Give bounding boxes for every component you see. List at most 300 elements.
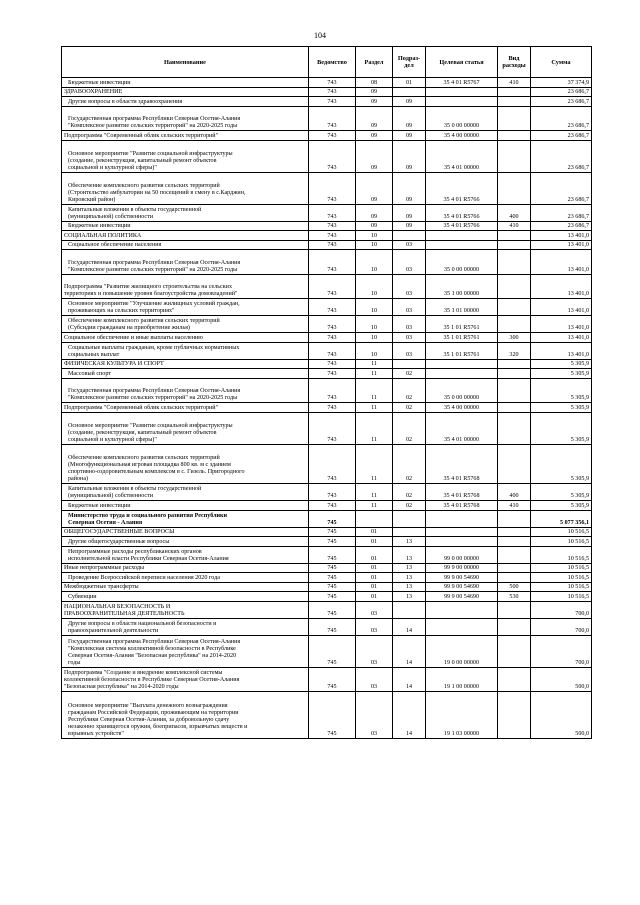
budget-table — [61, 46, 592, 739]
table-row — [62, 546, 592, 563]
row-target-article-cell: 19 1 03 00000 — [426, 692, 498, 739]
row-subsection-cell — [393, 601, 426, 618]
table-row — [62, 601, 592, 618]
row-target-article-cell: 35 4 00 00000 — [426, 403, 498, 413]
row-expense-type-cell: 410 — [498, 221, 531, 231]
col-header-target-article: Целевая статья — [426, 47, 498, 78]
row-amount-cell: 5 305,9 — [531, 403, 592, 413]
row-subsection-cell: 02 — [393, 403, 426, 413]
row-target-article-cell: 99 0 00 00000 — [426, 546, 498, 563]
row-target-article-cell — [426, 601, 498, 618]
row-expense-type-cell — [498, 412, 531, 444]
row-target-article-cell — [426, 87, 498, 97]
table-row — [62, 403, 592, 413]
row-section-cell: 11 — [356, 369, 393, 379]
row-section-cell: 11 — [356, 484, 393, 501]
row-name-cell: Основное мероприятие "Выплата денежного вознаграждения гражданам Российской Федерации, проживающим на территории Республики Северная Осетия-Алания, за добровольную сдачу незаконно хранящегося оружия, боеприпасов, взрывчатых веществ и взрывных устройств" — [62, 692, 309, 739]
table-row — [62, 333, 592, 343]
row-subsection-cell: 09 — [393, 97, 426, 107]
row-name-cell: СОЦИАЛЬНАЯ ПОЛИТИКА — [62, 231, 309, 241]
row-subsection-cell: 13 — [393, 573, 426, 583]
table-row — [62, 592, 592, 602]
row-department-cell: 743 — [309, 333, 356, 343]
row-expense-type-cell — [498, 537, 531, 547]
row-section-cell: 01 — [356, 563, 393, 573]
table-row — [62, 444, 592, 484]
row-amount-cell: 13 401,0 — [531, 231, 592, 241]
row-subsection-cell — [393, 359, 426, 369]
row-name-cell: Другие общегосударственные вопросы — [62, 537, 309, 547]
table-row — [62, 106, 592, 131]
row-expense-type-cell — [498, 369, 531, 379]
table-row — [62, 131, 592, 141]
table-row — [62, 274, 592, 299]
table-row — [62, 667, 592, 692]
row-expense-type-cell — [498, 692, 531, 739]
row-expense-type-cell — [498, 140, 531, 172]
row-amount-cell: 23 686,7 — [531, 221, 592, 231]
col-header-expense-type: Вид расходы — [498, 47, 531, 78]
row-department-cell: 743 — [309, 172, 356, 204]
row-department-cell: 743 — [309, 501, 356, 511]
row-department-cell: 743 — [309, 412, 356, 444]
row-department-cell: 743 — [309, 378, 356, 403]
row-amount-cell: 5 305,9 — [531, 444, 592, 484]
row-name-cell: Субвенции — [62, 592, 309, 602]
row-target-article-cell: 35 4 01 R5766 — [426, 221, 498, 231]
row-department-cell: 743 — [309, 250, 356, 275]
row-department-cell: 745 — [309, 573, 356, 583]
row-department-cell: 745 — [309, 635, 356, 667]
row-department-cell: 745 — [309, 692, 356, 739]
row-amount-cell: 700,0 — [531, 618, 592, 635]
row-section-cell: 03 — [356, 601, 393, 618]
row-department-cell: 743 — [309, 369, 356, 379]
row-target-article-cell: 19 1 00 00000 — [426, 667, 498, 692]
row-expense-type-cell — [498, 563, 531, 573]
row-target-article-cell: 35 4 01 R5767 — [426, 78, 498, 88]
row-amount-cell: 10 516,5 — [531, 527, 592, 537]
row-subsection-cell: 03 — [393, 316, 426, 333]
row-department-cell: 745 — [309, 667, 356, 692]
row-section-cell: 09 — [356, 221, 393, 231]
row-name-cell: Межбюджетные трансферты — [62, 582, 309, 592]
row-name-cell: Бюджетные инвестиции — [62, 501, 309, 511]
row-subsection-cell: 01 — [393, 78, 426, 88]
row-expense-type-cell — [498, 131, 531, 141]
row-amount-cell: 10 516,5 — [531, 546, 592, 563]
row-amount-cell: 13 401,0 — [531, 299, 592, 316]
row-amount-cell: 23 686,7 — [531, 97, 592, 107]
row-name-cell: НАЦИОНАЛЬНАЯ БЕЗОПАСНОСТЬ И ПРАВООХРАНИТЕЛЬНАЯ ДЕЯТЕЛЬНОСТЬ — [62, 601, 309, 618]
row-department-cell: 745 — [309, 618, 356, 635]
col-header-section: Раздел — [356, 47, 393, 78]
row-section-cell: 10 — [356, 299, 393, 316]
row-department-cell: 745 — [309, 537, 356, 547]
row-expense-type-cell — [498, 378, 531, 403]
row-department-cell: 743 — [309, 97, 356, 107]
row-target-article-cell: 35 4 01 00000 — [426, 412, 498, 444]
row-section-cell: 10 — [356, 316, 393, 333]
table-row — [62, 140, 592, 172]
row-name-cell: Основное мероприятие "Улучшение жилищных условий граждан, проживающих на сельских территориях" — [62, 299, 309, 316]
row-target-article-cell — [426, 231, 498, 241]
row-name-cell: Подпрограмма "Развитие жилищного строительства на сельских территориях и повышение уровня благоустройства домовладений" — [62, 274, 309, 299]
row-section-cell: 11 — [356, 359, 393, 369]
row-department-cell: 743 — [309, 221, 356, 231]
table-row — [62, 172, 592, 204]
row-department-cell: 745 — [309, 510, 356, 527]
row-department-cell: 745 — [309, 601, 356, 618]
row-name-cell: Обеспечение комплексного развития сельских территорий (Многофункциональная игровая площадка 800 кв. м с зданием спортивно-оздоровительным комплексом в с. Гизель. Пригородного района) — [62, 444, 309, 484]
row-target-article-cell — [426, 97, 498, 107]
table-row — [62, 299, 592, 316]
row-expense-type-cell: 500 — [498, 582, 531, 592]
row-target-article-cell: 99 9 00 00000 — [426, 563, 498, 573]
row-section-cell: 01 — [356, 546, 393, 563]
row-name-cell: Социальное обеспечение и иные выплаты населению — [62, 333, 309, 343]
row-subsection-cell: 02 — [393, 501, 426, 511]
row-subsection-cell: 03 — [393, 250, 426, 275]
row-target-article-cell — [426, 618, 498, 635]
row-department-cell: 743 — [309, 484, 356, 501]
row-expense-type-cell — [498, 403, 531, 413]
row-target-article-cell: 99 9 00 54690 — [426, 592, 498, 602]
row-expense-type-cell — [498, 250, 531, 275]
row-target-article-cell: 19 0 00 00000 — [426, 635, 498, 667]
row-department-cell: 745 — [309, 563, 356, 573]
row-amount-cell: 23 686,7 — [531, 172, 592, 204]
row-section-cell: 09 — [356, 204, 393, 221]
row-amount-cell: 700,0 — [531, 635, 592, 667]
row-subsection-cell: 13 — [393, 592, 426, 602]
row-department-cell: 743 — [309, 78, 356, 88]
row-target-article-cell — [426, 537, 498, 547]
row-target-article-cell: 35 1 00 00000 — [426, 274, 498, 299]
row-expense-type-cell — [498, 444, 531, 484]
row-subsection-cell: 09 — [393, 204, 426, 221]
row-subsection-cell: 14 — [393, 618, 426, 635]
table-row — [62, 231, 592, 241]
row-section-cell: 09 — [356, 97, 393, 107]
row-target-article-cell: 35 4 01 R5768 — [426, 484, 498, 501]
table-row — [62, 484, 592, 501]
row-target-article-cell: 35 0 00 00000 — [426, 106, 498, 131]
row-department-cell: 743 — [309, 231, 356, 241]
row-expense-type-cell — [498, 667, 531, 692]
row-department-cell: 743 — [309, 342, 356, 359]
table-row — [62, 618, 592, 635]
row-expense-type-cell: 400 — [498, 204, 531, 221]
row-expense-type-cell — [498, 106, 531, 131]
row-name-cell: Подпрограмма "Современный облик сельских территорий" — [62, 403, 309, 413]
row-target-article-cell — [426, 369, 498, 379]
row-department-cell: 743 — [309, 299, 356, 316]
row-subsection-cell: 13 — [393, 537, 426, 547]
row-section-cell: 08 — [356, 78, 393, 88]
table-row — [62, 240, 592, 250]
row-target-article-cell: 35 1 01 R5761 — [426, 342, 498, 359]
row-subsection-cell: 13 — [393, 582, 426, 592]
row-expense-type-cell — [498, 618, 531, 635]
table-header-row — [62, 47, 592, 78]
row-target-article-cell: 35 4 01 R5768 — [426, 444, 498, 484]
row-section-cell: 03 — [356, 667, 393, 692]
row-subsection-cell: 14 — [393, 635, 426, 667]
row-expense-type-cell — [498, 274, 531, 299]
row-expense-type-cell: 410 — [498, 501, 531, 511]
row-section-cell: 09 — [356, 87, 393, 97]
row-section-cell: 10 — [356, 342, 393, 359]
row-amount-cell: 13 401,0 — [531, 250, 592, 275]
row-amount-cell: 5 305,9 — [531, 484, 592, 501]
row-name-cell: Социальные выплаты гражданам, кроме публичных нормативных социальных выплат — [62, 342, 309, 359]
row-section-cell: 10 — [356, 231, 393, 241]
row-name-cell: Капитальные вложения в объекты государственной (муниципальной) собственности — [62, 204, 309, 221]
row-section-cell: 11 — [356, 444, 393, 484]
table-row — [62, 204, 592, 221]
row-name-cell: Государственная программа Республики Северная Осетия-Алания "Комплексная система коллективной безопасности в Республике Северная Осетия-Алания "Безопасная республика" на 2014-2020 годы — [62, 635, 309, 667]
row-department-cell: 745 — [309, 527, 356, 537]
row-expense-type-cell: 300 — [498, 333, 531, 343]
row-section-cell: 01 — [356, 537, 393, 547]
row-department-cell: 743 — [309, 403, 356, 413]
row-subsection-cell: 03 — [393, 333, 426, 343]
row-subsection-cell — [393, 527, 426, 537]
row-amount-cell: 700,0 — [531, 601, 592, 618]
row-subsection-cell: 03 — [393, 342, 426, 359]
row-subsection-cell: 02 — [393, 484, 426, 501]
row-expense-type-cell — [498, 573, 531, 583]
row-name-cell: Другие вопросы в области здравоохранения — [62, 97, 309, 107]
row-department-cell: 743 — [309, 140, 356, 172]
row-expense-type-cell — [498, 299, 531, 316]
row-expense-type-cell — [498, 231, 531, 241]
table-row — [62, 563, 592, 573]
row-expense-type-cell — [498, 240, 531, 250]
row-target-article-cell: 99 9 00 54690 — [426, 573, 498, 583]
row-target-article-cell: 35 4 01 R5768 — [426, 501, 498, 511]
row-department-cell: 743 — [309, 240, 356, 250]
row-section-cell: 10 — [356, 333, 393, 343]
row-section-cell: 10 — [356, 274, 393, 299]
table-row — [62, 527, 592, 537]
table-row — [62, 250, 592, 275]
row-name-cell: Подпрограмма "Современный облик сельских территорий" — [62, 131, 309, 141]
row-name-cell: Основное мероприятие "Развитие социальной инфраструктуры (создание, реконструкция, капитальный ремонт объектов социальной и культурной сферы)" — [62, 412, 309, 444]
table-row — [62, 501, 592, 511]
table-row — [62, 97, 592, 107]
table-row — [62, 378, 592, 403]
row-expense-type-cell: 530 — [498, 592, 531, 602]
row-name-cell: Социальное обеспечение населения — [62, 240, 309, 250]
row-name-cell: Массовый спорт — [62, 369, 309, 379]
row-subsection-cell — [393, 510, 426, 527]
row-amount-cell: 10 516,5 — [531, 582, 592, 592]
row-subsection-cell: 09 — [393, 106, 426, 131]
row-department-cell: 743 — [309, 87, 356, 97]
row-department-cell: 745 — [309, 592, 356, 602]
row-name-cell: Другие вопросы в области национальной безопасности и правоохранительной деятельности — [62, 618, 309, 635]
row-expense-type-cell — [498, 359, 531, 369]
row-name-cell: ОБЩЕГОСУДАРСТВЕННЫЕ ВОПРОСЫ — [62, 527, 309, 537]
row-amount-cell: 13 401,0 — [531, 240, 592, 250]
row-target-article-cell: 35 4 00 00000 — [426, 131, 498, 141]
row-name-cell: Бюджетные инвестиции — [62, 221, 309, 231]
table-row — [62, 221, 592, 231]
row-expense-type-cell — [498, 527, 531, 537]
row-subsection-cell: 02 — [393, 412, 426, 444]
row-department-cell: 745 — [309, 546, 356, 563]
row-section-cell: 09 — [356, 140, 393, 172]
row-expense-type-cell — [498, 510, 531, 527]
row-section-cell: 03 — [356, 692, 393, 739]
row-target-article-cell: 35 4 01 R5766 — [426, 172, 498, 204]
row-section-cell: 01 — [356, 582, 393, 592]
row-name-cell: Бюджетные инвестиции — [62, 78, 309, 88]
row-department-cell: 743 — [309, 131, 356, 141]
row-subsection-cell: 02 — [393, 378, 426, 403]
table-row — [62, 582, 592, 592]
row-name-cell: Непрограммные расходы республиканских органов исполнительной власти Республики Северная Осетия-Алания — [62, 546, 309, 563]
row-target-article-cell: 35 1 01 R5761 — [426, 316, 498, 333]
row-amount-cell: 37 374,9 — [531, 78, 592, 88]
row-target-article-cell: 35 4 01 R5766 — [426, 204, 498, 221]
row-subsection-cell: 09 — [393, 172, 426, 204]
table-row — [62, 316, 592, 333]
table-row — [62, 359, 592, 369]
row-expense-type-cell: 400 — [498, 484, 531, 501]
row-target-article-cell — [426, 240, 498, 250]
table-row — [62, 573, 592, 583]
row-department-cell: 743 — [309, 274, 356, 299]
row-subsection-cell: 09 — [393, 221, 426, 231]
row-expense-type-cell — [498, 601, 531, 618]
row-target-article-cell: 35 4 01 00000 — [426, 140, 498, 172]
row-section-cell: 03 — [356, 635, 393, 667]
row-subsection-cell: 03 — [393, 240, 426, 250]
row-expense-type-cell — [498, 546, 531, 563]
row-name-cell: ЗДРАВООХРАНЕНИЕ — [62, 87, 309, 97]
row-target-article-cell: 35 1 01 00000 — [426, 299, 498, 316]
col-header-amount: Сумма — [531, 47, 592, 78]
row-name-cell: Обеспечение комплексного развития сельских территорий (Строительство амбулатории на 50 посещений в смену в с.Карджин, Кировский район) — [62, 172, 309, 204]
row-name-cell: Иные непрограммные расходы — [62, 563, 309, 573]
row-amount-cell: 500,0 — [531, 667, 592, 692]
row-amount-cell: 13 401,0 — [531, 316, 592, 333]
row-expense-type-cell — [498, 87, 531, 97]
row-expense-type-cell: 410 — [498, 78, 531, 88]
row-section-cell: 01 — [356, 527, 393, 537]
row-subsection-cell: 09 — [393, 131, 426, 141]
row-subsection-cell: 13 — [393, 563, 426, 573]
row-name-cell: Подпрограмма "Создание и внедрение комплексной системы коллективной безопасности в Республике Северная Осетия-Алания "Безопасная республика" на 2014-2020 годы — [62, 667, 309, 692]
row-section-cell: 10 — [356, 250, 393, 275]
row-amount-cell: 5 077 356,1 — [531, 510, 592, 527]
row-expense-type-cell: 320 — [498, 342, 531, 359]
table-row — [62, 342, 592, 359]
row-subsection-cell: 09 — [393, 140, 426, 172]
row-department-cell: 743 — [309, 204, 356, 221]
row-amount-cell: 10 516,5 — [531, 573, 592, 583]
row-name-cell: Обеспечение комплексного развития сельских территорий (Субсидии гражданам на приобретение жилья) — [62, 316, 309, 333]
table-row — [62, 412, 592, 444]
row-name-cell: Капитальные вложения в объекты государственной (муниципальной) собственности — [62, 484, 309, 501]
row-amount-cell: 23 686,7 — [531, 106, 592, 131]
row-expense-type-cell — [498, 172, 531, 204]
row-amount-cell: 23 686,7 — [531, 204, 592, 221]
row-section-cell: 11 — [356, 501, 393, 511]
row-amount-cell: 5 305,9 — [531, 412, 592, 444]
row-section-cell: 11 — [356, 403, 393, 413]
row-amount-cell: 10 516,5 — [531, 537, 592, 547]
row-name-cell: Государственная программа Республики Северная Осетия-Алания "Комплексное развитие сельских территорий" на 2020-2025 годы — [62, 250, 309, 275]
row-expense-type-cell — [498, 316, 531, 333]
table-body — [62, 78, 592, 739]
row-name-cell: ФИЗИЧЕСКАЯ КУЛЬТУРА И СПОРТ — [62, 359, 309, 369]
row-department-cell: 743 — [309, 106, 356, 131]
row-amount-cell: 5 305,9 — [531, 369, 592, 379]
row-section-cell: 01 — [356, 592, 393, 602]
row-section-cell: 11 — [356, 412, 393, 444]
table-row — [62, 692, 592, 739]
row-subsection-cell: 03 — [393, 274, 426, 299]
col-header-subsection: Подраз- дел — [393, 47, 426, 78]
row-subsection-cell: 02 — [393, 444, 426, 484]
row-section-cell: 03 — [356, 618, 393, 635]
row-name-cell: Министерство труда и социального развития Республики Северная Осетия - Алания — [62, 510, 309, 527]
row-amount-cell: 13 401,0 — [531, 342, 592, 359]
row-subsection-cell: 14 — [393, 667, 426, 692]
row-section-cell: 11 — [356, 378, 393, 403]
row-department-cell: 743 — [309, 316, 356, 333]
row-section-cell: 09 — [356, 106, 393, 131]
row-amount-cell: 23 686,7 — [531, 131, 592, 141]
row-target-article-cell — [426, 510, 498, 527]
col-header-name: Наименование — [62, 47, 309, 78]
row-expense-type-cell — [498, 97, 531, 107]
row-amount-cell: 23 686,7 — [531, 87, 592, 97]
row-subsection-cell — [393, 87, 426, 97]
row-section-cell: 09 — [356, 172, 393, 204]
row-target-article-cell — [426, 527, 498, 537]
table-row — [62, 78, 592, 88]
row-target-article-cell — [426, 359, 498, 369]
row-target-article-cell: 35 0 00 00000 — [426, 378, 498, 403]
row-section-cell — [356, 510, 393, 527]
col-header-department: Ведомство — [309, 47, 356, 78]
row-section-cell: 09 — [356, 131, 393, 141]
row-expense-type-cell — [498, 635, 531, 667]
row-subsection-cell: 02 — [393, 369, 426, 379]
row-subsection-cell: 03 — [393, 299, 426, 316]
row-amount-cell: 13 401,0 — [531, 274, 592, 299]
row-amount-cell: 5 305,9 — [531, 359, 592, 369]
table-row — [62, 87, 592, 97]
page-number: 104 — [314, 31, 326, 40]
row-amount-cell: 500,0 — [531, 692, 592, 739]
row-subsection-cell: 14 — [393, 692, 426, 739]
row-amount-cell: 13 401,0 — [531, 333, 592, 343]
row-target-article-cell: 99 9 00 54690 — [426, 582, 498, 592]
row-name-cell: Проведение Всероссийской переписи населения 2020 года — [62, 573, 309, 583]
table-row — [62, 537, 592, 547]
row-name-cell: Государственная программа Республики Северная Осетия-Алания "Комплексное развитие сельских территорий" на 2020-2025 годы — [62, 378, 309, 403]
table-row — [62, 510, 592, 527]
row-section-cell: 01 — [356, 573, 393, 583]
row-amount-cell: 10 516,5 — [531, 592, 592, 602]
row-name-cell: Государственная программа Республики Северная Осетия-Алания "Комплексное развитие сельских территорий" на 2020-2025 годы — [62, 106, 309, 131]
